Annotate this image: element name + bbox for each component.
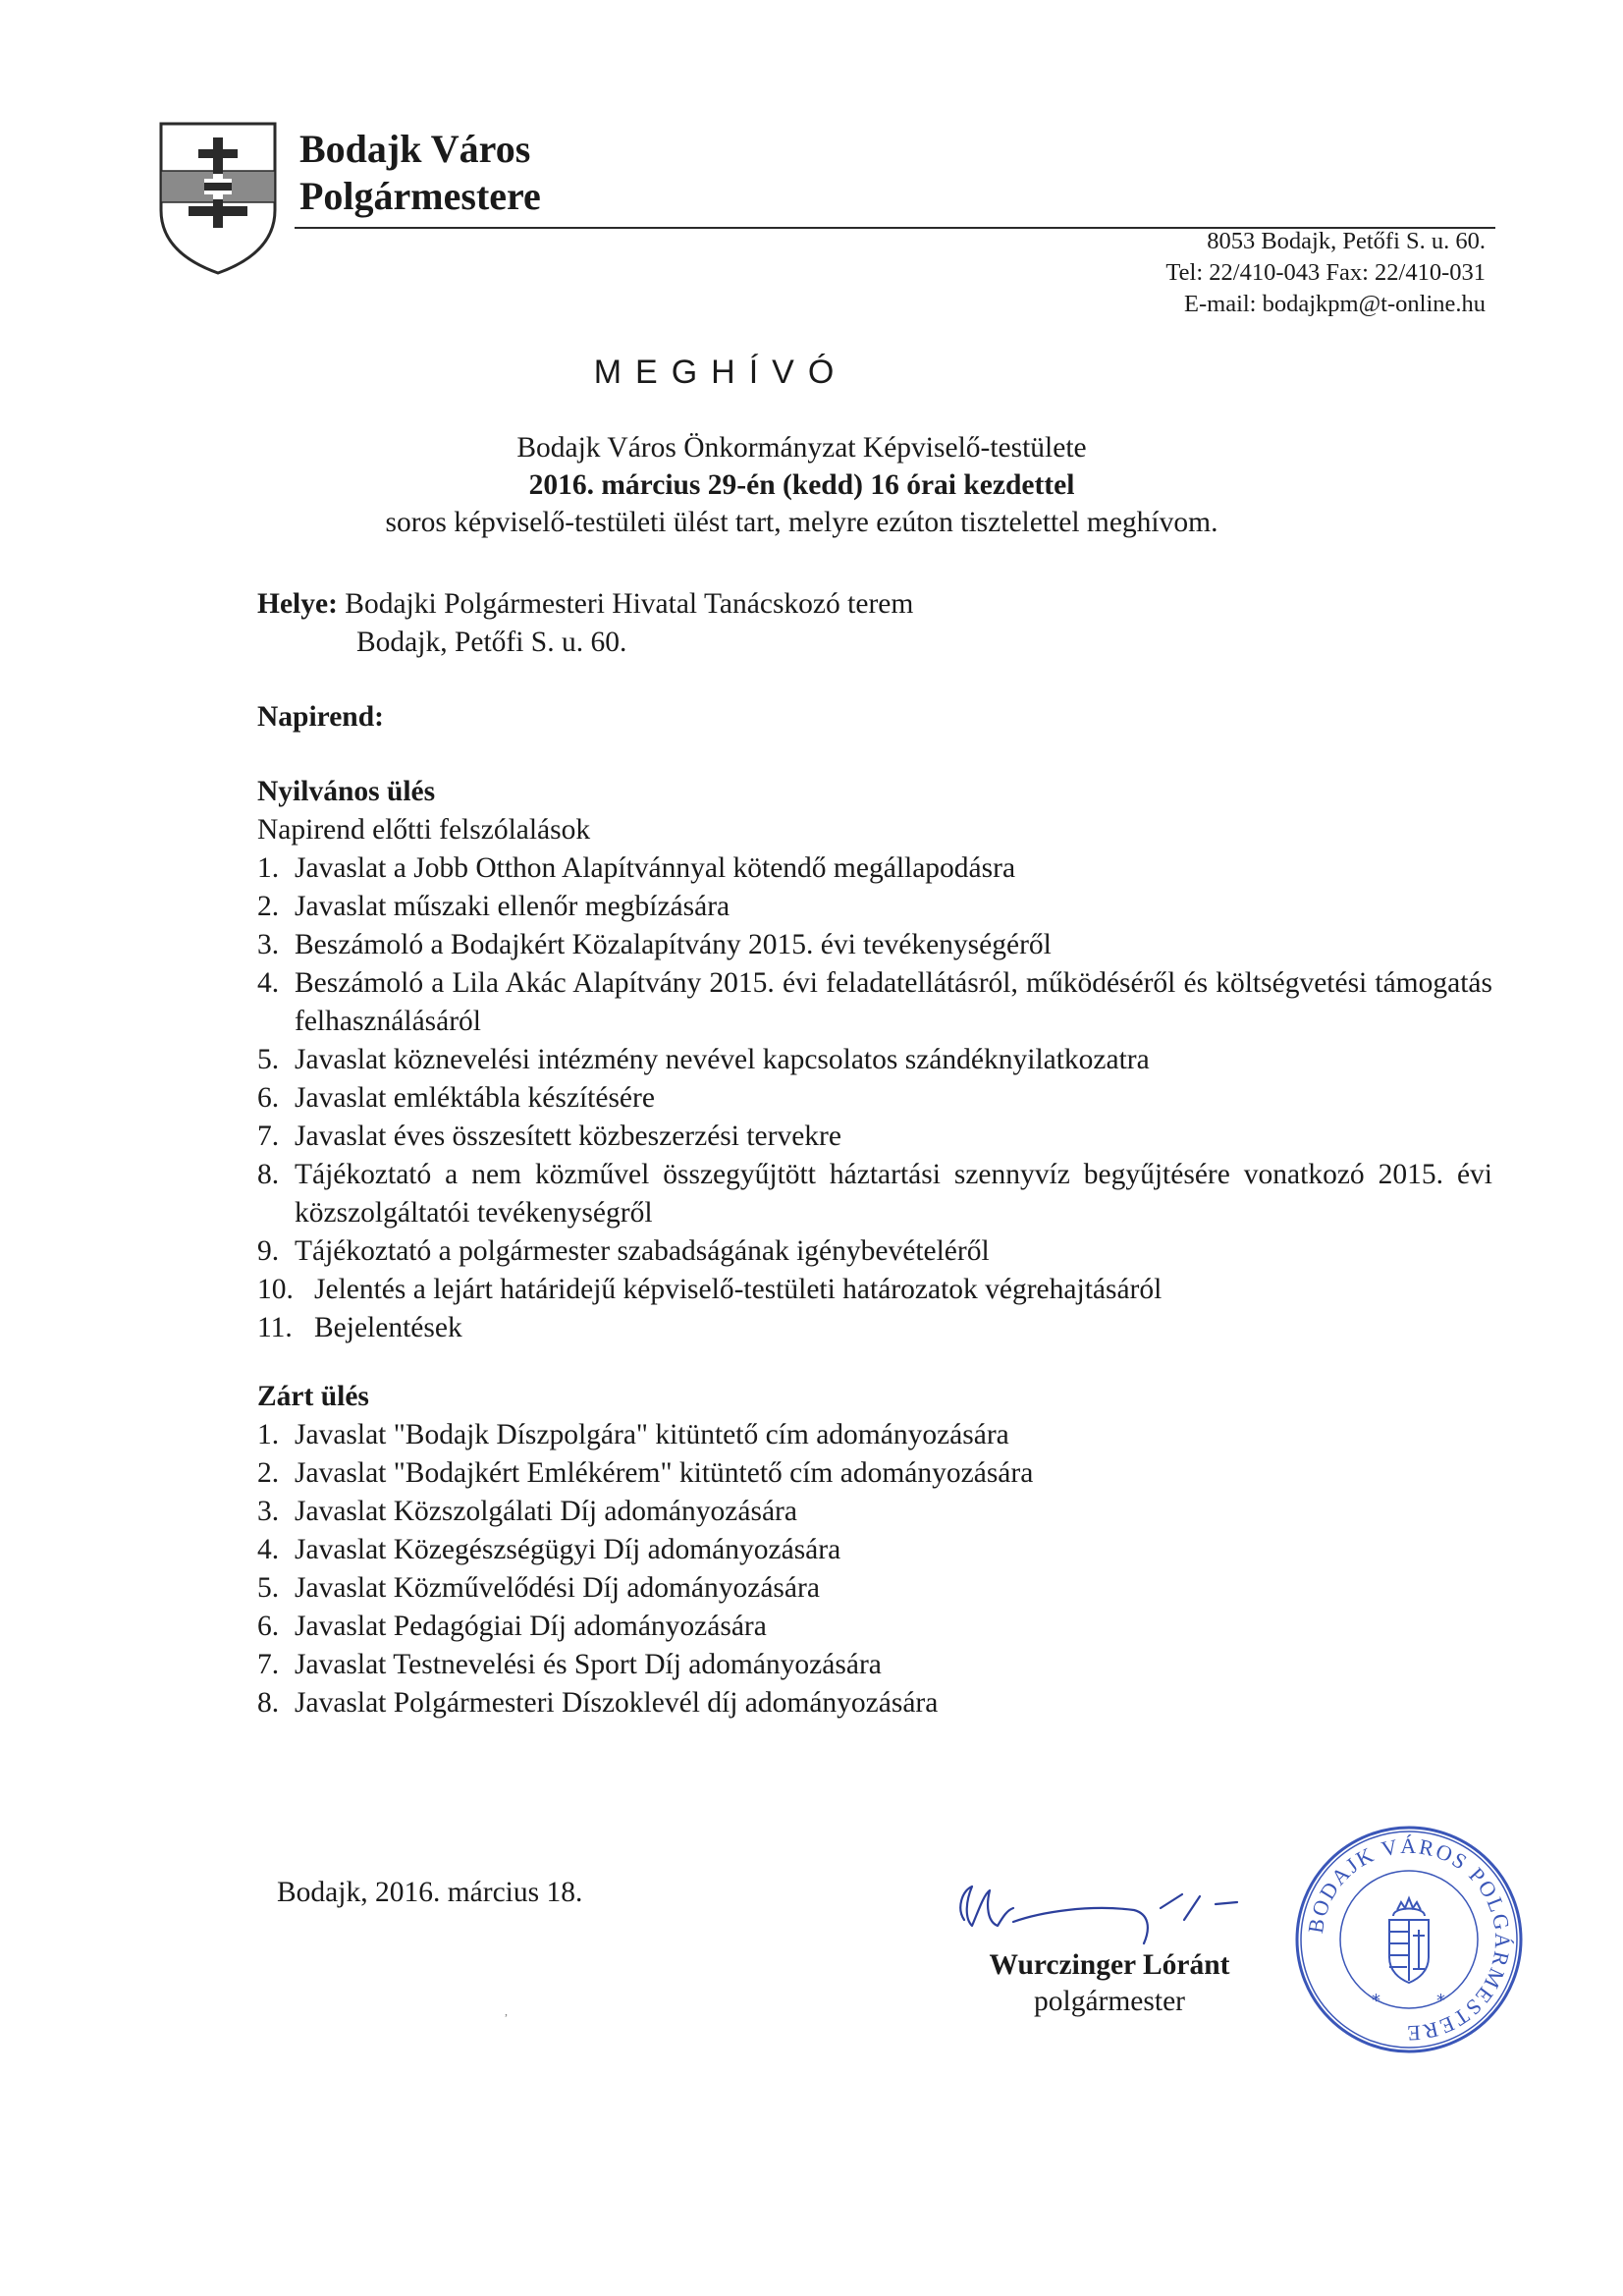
item-number: 2. [257, 891, 280, 922]
item-text: Beszámoló a Lila Akác Alapítvány 2015. évi feladatellátásról, működéséről és költségvetési támogatás felhasználásáról [295, 967, 1492, 1037]
item-text: Javaslat Közegészségügyi Díj adományozására [295, 1534, 841, 1565]
list-item [257, 1416, 1492, 1454]
item-number: 5. [257, 1044, 280, 1075]
closed-session [257, 1378, 1492, 1722]
organization-name [299, 126, 541, 220]
document-title: MEGHÍVÓ [593, 354, 848, 391]
closed-session-heading: Zárt ülés [257, 1381, 369, 1412]
item-text: Javaslat műszaki ellenőr megbízására [295, 891, 730, 922]
item-text: Javaslat a Jobb Otthon Alapítvánnyal kötendő megállapodásra [295, 852, 1016, 884]
address: 8053 Bodajk, Petőfi S. u. 60. [1207, 228, 1486, 254]
item-number: 2. [257, 1457, 280, 1489]
item-number: 3. [257, 929, 280, 960]
pre-agenda-item: Napirend előtti felszólalások [257, 814, 591, 846]
list-item [257, 1271, 1492, 1309]
item-text: Bejelentések [314, 1312, 462, 1343]
public-agenda-list [257, 849, 1492, 1347]
meeting-location [257, 585, 913, 662]
list-item [257, 964, 1492, 1041]
item-text: Javaslat Polgármesteri Díszoklevél díj adományozására [295, 1687, 939, 1719]
list-item [257, 849, 1492, 888]
signer-title: polgármester [1034, 1986, 1185, 2017]
list-item [257, 1569, 1492, 1608]
list-item [257, 1156, 1492, 1232]
closed-agenda-list [257, 1416, 1492, 1722]
official-stamp [1291, 1822, 1527, 2057]
item-text: Javaslat köznevelési intézmény nevével kapcsolatos szándéknyilatkozatra [295, 1044, 1150, 1075]
intro-line-1: Bodajk Város Önkormányzat Képviselő-testülete [516, 432, 1087, 464]
list-item [257, 1684, 1492, 1722]
item-text: Javaslat "Bodajk Díszpolgára" kitüntető cím adományozására [295, 1419, 1009, 1450]
item-number: 1. [257, 852, 280, 884]
signer-block [947, 1947, 1271, 2020]
item-number: 4. [257, 967, 280, 999]
signer-name: Wurczinger Lóránt [989, 1949, 1230, 1981]
agenda-heading: Napirend: [257, 701, 384, 733]
item-number: 4. [257, 1534, 280, 1565]
list-item [257, 888, 1492, 926]
organization-name-line2: Polgármestere [299, 174, 541, 218]
item-text: Jelentés a lejárt határidejű képviselő-testületi határozatok végrehajtásáról [314, 1274, 1163, 1305]
list-item [257, 1232, 1492, 1271]
public-session-heading: Nyilvános ülés [257, 776, 436, 807]
scan-speck: , [505, 2004, 508, 2018]
item-number: 1. [257, 1419, 280, 1450]
item-number: 7. [257, 1649, 280, 1680]
phone-fax: Tel: 22/410-043 Fax: 22/410-031 [1165, 259, 1486, 286]
item-text: Javaslat "Bodajkért Emlékérem" kitüntető cím adományozására [295, 1457, 1034, 1489]
item-number: 5. [257, 1572, 280, 1604]
list-item [257, 1454, 1492, 1493]
item-number: 8. [257, 1687, 280, 1719]
list-item [257, 926, 1492, 964]
item-text: Beszámoló a Bodajkért Közalapítvány 2015. évi tevékenységéről [295, 929, 1052, 960]
list-item [257, 1493, 1492, 1531]
hungarian-coat-of-arms-icon [1389, 1898, 1429, 1983]
item-text: Tájékoztató a polgármester szabadságának igénybevételéről [295, 1235, 990, 1267]
public-session [257, 773, 1492, 1347]
item-text: Javaslat Közművelődési Díj adományozására [295, 1572, 820, 1604]
item-text: Javaslat Pedagógiai Díj adományozására [295, 1611, 767, 1642]
item-text: Javaslat Közszolgálati Díj adományozására [295, 1496, 797, 1527]
place-and-date: Bodajk, 2016. március 18. [277, 1877, 583, 1908]
item-number: 6. [257, 1611, 280, 1642]
location-address: Bodajk, Petőfi S. u. 60. [356, 627, 627, 658]
item-text: Javaslat emléktábla készítésére [295, 1082, 655, 1114]
item-number: 8. [257, 1159, 280, 1190]
bodajk-coat-of-arms-icon [157, 120, 279, 275]
item-number: 10. [257, 1274, 294, 1305]
item-number: 6. [257, 1082, 280, 1114]
contact-block [1165, 226, 1486, 320]
list-item [257, 1041, 1492, 1079]
list-item [257, 1118, 1492, 1156]
item-text: Javaslat éves összesített közbeszerzési tervekre [295, 1121, 841, 1152]
item-number: 11. [257, 1312, 293, 1343]
list-item [257, 1608, 1492, 1646]
stamp-text: BODAJK VÁROS POLGÁRMESTERE [1303, 1832, 1516, 2047]
list-item [257, 1079, 1492, 1118]
item-number: 9. [257, 1235, 280, 1267]
list-item [257, 1309, 1492, 1347]
meeting-date: 2016. március 29-én (kedd) 16 órai kezdettel [528, 469, 1075, 501]
location-label: Helye: [257, 588, 338, 620]
item-text: Javaslat Testnevelési és Sport Díj adományozására [295, 1649, 882, 1680]
organization-name-line1: Bodajk Város [299, 127, 531, 171]
svg-text:*: * [1372, 1991, 1380, 2011]
intro-line-3: soros képviselő-testületi ülést tart, melyre ezúton tisztelettel meghívom. [385, 507, 1218, 538]
svg-text:*: * [1436, 1991, 1445, 2011]
invitation-intro [0, 429, 1623, 541]
handwritten-signature [943, 1861, 1267, 1959]
email: E-mail: bodajkpm@t-online.hu [1184, 291, 1486, 317]
item-number: 3. [257, 1496, 280, 1527]
location-venue: Bodajki Polgármesteri Hivatal Tanácskozó terem [345, 588, 914, 620]
item-text: Tájékoztató a nem közművel összegyűjtött háztartási szennyvíz begyűjtésére vonatkozó 2015. évi közszolgáltatói tevékenységről [295, 1159, 1492, 1229]
item-number: 7. [257, 1121, 280, 1152]
list-item [257, 1531, 1492, 1569]
list-item [257, 1646, 1492, 1684]
